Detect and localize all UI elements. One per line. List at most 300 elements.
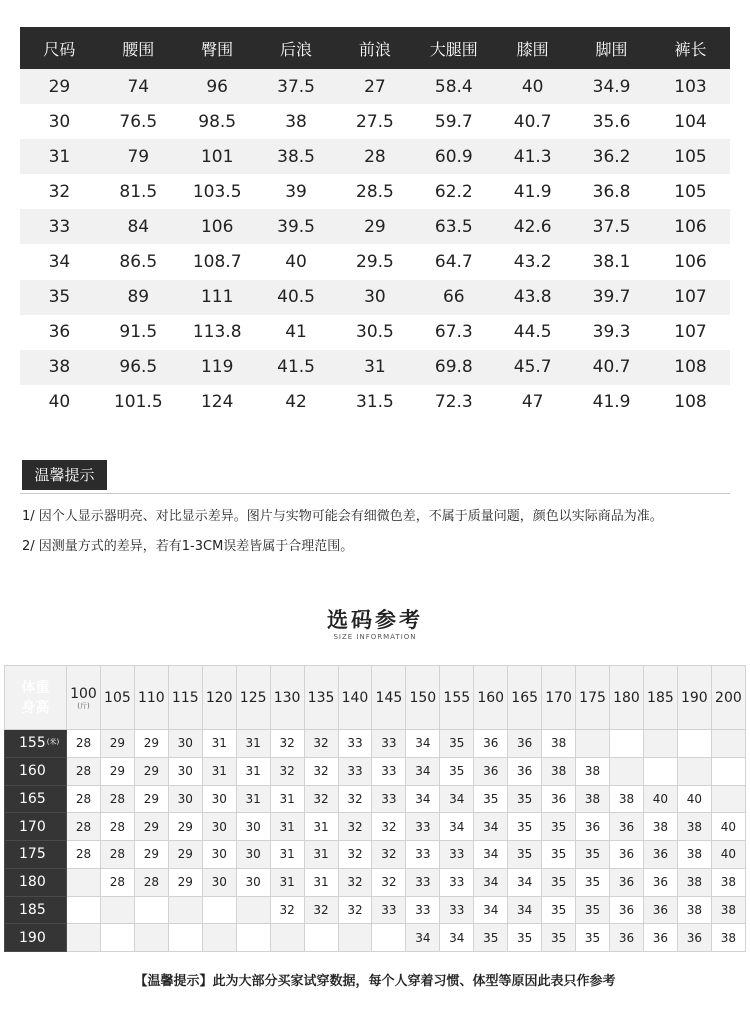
- size-table-cell: 81.5: [99, 174, 178, 209]
- size-table-cell: 66: [414, 280, 493, 315]
- corner-height-label: 身高: [21, 699, 50, 716]
- size-table-cell: 40: [493, 69, 572, 104]
- size-table-cell: 72.3: [414, 385, 493, 420]
- size-table-cell: 35.6: [572, 104, 651, 139]
- size-table: [20, 27, 730, 420]
- reference-size-cell: [236, 896, 270, 924]
- reference-weight-cell: [270, 666, 304, 730]
- reference-size-cell: [202, 896, 236, 924]
- reference-size-cell: [100, 924, 134, 952]
- reference-size-cell: 38: [677, 868, 711, 896]
- reference-weight-cell: [576, 666, 610, 730]
- reference-size-cell: 36: [643, 841, 677, 869]
- size-table-cell: 31: [20, 139, 99, 174]
- size-table-cell: 39.7: [572, 280, 651, 315]
- reference-size-cell: 33: [406, 896, 440, 924]
- reference-size-cell: 28: [134, 868, 168, 896]
- reference-size-cell: 30: [236, 841, 270, 869]
- height-unit: (米): [46, 738, 60, 747]
- size-table-cell: 37.5: [257, 69, 336, 104]
- size-table-cell: 107: [651, 315, 730, 350]
- reference-size-cell: 32: [304, 730, 338, 758]
- reference-height-cell: [5, 785, 67, 813]
- reference-size-cell: 29: [134, 730, 168, 758]
- size-table-cell: 79: [99, 139, 178, 174]
- size-table-header-cell: 尺码: [20, 27, 99, 69]
- reference-size-cell: 31: [202, 730, 236, 758]
- reference-size-cell: 32: [338, 896, 372, 924]
- size-table-cell: 27: [336, 69, 415, 104]
- reference-size-cell: 33: [372, 757, 406, 785]
- size-table-cell: 28: [336, 139, 415, 174]
- reference-size-cell: 38: [643, 813, 677, 841]
- size-table-cell: 35: [20, 280, 99, 315]
- reference-size-cell: 32: [338, 813, 372, 841]
- reference-weight-cell: [508, 666, 542, 730]
- reference-size-cell: 36: [610, 896, 644, 924]
- reference-size-cell: 32: [270, 730, 304, 758]
- size-table-cell: 34.9: [572, 69, 651, 104]
- reference-size-cell: 33: [406, 841, 440, 869]
- size-table-header-cell: 臀围: [178, 27, 257, 69]
- reference-size-cell: 31: [236, 785, 270, 813]
- reference-size-cell: 38: [711, 868, 745, 896]
- reference-size-cell: 35: [576, 924, 610, 952]
- size-table-cell: 43.8: [493, 280, 572, 315]
- reference-weight-cell: [304, 666, 338, 730]
- height-value: 165: [19, 790, 46, 807]
- reference-size-cell: 35: [474, 924, 508, 952]
- reference-size-cell: 32: [338, 841, 372, 869]
- size-table-cell: 29.5: [336, 244, 415, 279]
- weight-value: 180: [613, 689, 640, 706]
- reference-size-cell: 30: [236, 868, 270, 896]
- size-reference-grid-body: [5, 666, 746, 952]
- reference-weight-cell: [134, 666, 168, 730]
- section-subtitle: SIZE INFORMATION: [333, 633, 417, 641]
- size-table-cell: 108.7: [178, 244, 257, 279]
- size-table-cell: 106: [651, 244, 730, 279]
- weight-value: 200: [715, 689, 742, 706]
- weight-value: 190: [680, 689, 708, 706]
- reference-size-cell: 31: [304, 813, 338, 841]
- reference-size-cell: 28: [100, 813, 134, 841]
- reference-size-cell: 33: [338, 730, 372, 758]
- reference-row: [5, 730, 746, 758]
- reference-size-cell: 36: [610, 841, 644, 869]
- reference-size-cell: 30: [202, 813, 236, 841]
- height-value: 185: [19, 901, 46, 918]
- reference-row: [5, 896, 746, 924]
- reference-weight-cell: [236, 666, 270, 730]
- reference-size-cell: [134, 924, 168, 952]
- size-table-cell: 27.5: [336, 104, 415, 139]
- reference-size-cell: 38: [711, 924, 745, 952]
- bottom-note: 【温馨提示】此为大部分买家试穿数据，每个人穿着习惯、体型等原因此表只作参考: [134, 974, 616, 989]
- size-table-row: [20, 69, 730, 104]
- weight-value: 105: [104, 689, 131, 706]
- reference-size-cell: 28: [67, 813, 101, 841]
- reference-weight-cell: [610, 666, 644, 730]
- size-table-cell: 30.5: [336, 315, 415, 350]
- reference-size-cell: 33: [406, 813, 440, 841]
- reference-size-cell: [643, 730, 677, 758]
- reference-size-cell: 33: [440, 868, 474, 896]
- reference-size-cell: 30: [168, 730, 202, 758]
- reference-size-cell: 38: [677, 896, 711, 924]
- size-table-cell: 89: [99, 280, 178, 315]
- reference-size-cell: 32: [304, 896, 338, 924]
- reference-size-cell: 30: [202, 868, 236, 896]
- reference-size-cell: [67, 924, 101, 952]
- tip-line-2: 2/ 因测量方式的差异，若有1-3CM误差皆属于合理范围。: [22, 539, 354, 554]
- reference-height-cell: [5, 813, 67, 841]
- reference-size-cell: 35: [542, 896, 576, 924]
- size-table-cell: 40.7: [493, 104, 572, 139]
- reference-weight-cell: [67, 666, 101, 730]
- reference-size-cell: 35: [576, 896, 610, 924]
- size-table-row: [20, 350, 730, 385]
- reference-size-cell: 36: [542, 785, 576, 813]
- size-table-cell: 119: [178, 350, 257, 385]
- size-table-cell: 36.8: [572, 174, 651, 209]
- reference-weight-cell: [202, 666, 236, 730]
- size-table-cell: 42.6: [493, 209, 572, 244]
- reference-size-cell: 40: [643, 785, 677, 813]
- reference-size-cell: 35: [542, 868, 576, 896]
- weight-value: 170: [545, 689, 572, 706]
- reference-size-cell: 36: [576, 813, 610, 841]
- reference-size-cell: 30: [202, 785, 236, 813]
- size-table-cell: 63.5: [414, 209, 493, 244]
- size-table-cell: 47: [493, 385, 572, 420]
- weight-value: 175: [579, 689, 606, 706]
- reference-size-cell: [67, 868, 101, 896]
- corner-weight-label: 体重: [21, 679, 50, 696]
- reference-row: [5, 757, 746, 785]
- reference-size-cell: 30: [202, 841, 236, 869]
- reference-size-cell: 35: [508, 841, 542, 869]
- reference-size-cell: 32: [372, 813, 406, 841]
- reference-weight-cell: [677, 666, 711, 730]
- size-table-cell: 111: [178, 280, 257, 315]
- reference-size-cell: 35: [508, 924, 542, 952]
- size-table-cell: 69.8: [414, 350, 493, 385]
- weight-value: 185: [647, 689, 674, 706]
- reference-size-cell: 32: [372, 841, 406, 869]
- size-table-row: [20, 244, 730, 279]
- reference-weight-cell: [542, 666, 576, 730]
- reference-size-cell: 36: [610, 813, 644, 841]
- reference-header-row: [5, 666, 746, 730]
- size-table-cell: 101: [178, 139, 257, 174]
- reference-size-cell: 34: [440, 924, 474, 952]
- reference-size-cell: 36: [643, 868, 677, 896]
- reference-size-cell: 36: [508, 757, 542, 785]
- size-table-cell: 96.5: [99, 350, 178, 385]
- reference-size-cell: [372, 924, 406, 952]
- size-table-cell: 31: [336, 350, 415, 385]
- reference-size-cell: 34: [508, 896, 542, 924]
- reference-size-cell: 32: [270, 896, 304, 924]
- reference-size-cell: 35: [576, 868, 610, 896]
- tips-divider: [20, 493, 730, 494]
- size-table-header-cell: 脚围: [572, 27, 651, 69]
- reference-size-cell: 33: [372, 896, 406, 924]
- tips-badge: 温馨提示: [22, 460, 107, 490]
- size-table-cell: 76.5: [99, 104, 178, 139]
- reference-size-cell: 33: [440, 896, 474, 924]
- size-table-header-cell: 后浪: [257, 27, 336, 69]
- size-table-cell: 107: [651, 280, 730, 315]
- reference-size-cell: [134, 896, 168, 924]
- reference-size-cell: [576, 730, 610, 758]
- reference-weight-cell: [406, 666, 440, 730]
- size-table-cell: 45.7: [493, 350, 572, 385]
- size-table-body: [20, 69, 730, 420]
- size-table-cell: 34: [20, 244, 99, 279]
- size-table-cell: 29: [336, 209, 415, 244]
- size-table-cell: 41.3: [493, 139, 572, 174]
- reference-size-cell: 29: [168, 841, 202, 869]
- size-table-row: [20, 139, 730, 174]
- reference-weight-cell: [474, 666, 508, 730]
- reference-height-cell: [5, 896, 67, 924]
- weight-value: 155: [443, 689, 471, 706]
- size-table-cell: 38.5: [257, 139, 336, 174]
- reference-size-cell: 34: [440, 785, 474, 813]
- reference-size-cell: 31: [270, 868, 304, 896]
- size-table-cell: 124: [178, 385, 257, 420]
- reference-size-cell: 35: [508, 813, 542, 841]
- reference-size-cell: 33: [372, 730, 406, 758]
- reference-size-cell: 35: [474, 785, 508, 813]
- reference-size-cell: 38: [677, 813, 711, 841]
- size-table-row: [20, 385, 730, 420]
- size-table-row: [20, 104, 730, 139]
- weight-value: 125: [239, 689, 267, 706]
- reference-size-cell: 34: [474, 813, 508, 841]
- size-table-cell: 60.9: [414, 139, 493, 174]
- size-table-cell: 98.5: [178, 104, 257, 139]
- weight-value: 100: [70, 685, 97, 702]
- reference-size-cell: 34: [406, 730, 440, 758]
- weight-value: 130: [273, 689, 301, 706]
- height-value: 190: [19, 929, 46, 946]
- size-table-row: [20, 315, 730, 350]
- size-table-cell: 30: [20, 104, 99, 139]
- reference-size-cell: 36: [643, 896, 677, 924]
- reference-size-cell: 35: [542, 924, 576, 952]
- size-table-cell: 36: [20, 315, 99, 350]
- height-value: 180: [19, 874, 46, 891]
- reference-weight-cell: [711, 666, 745, 730]
- reference-weight-cell: [643, 666, 677, 730]
- reference-size-cell: [711, 785, 745, 813]
- size-table-cell: 44.5: [493, 315, 572, 350]
- reference-height-cell: [5, 730, 67, 758]
- reference-size-cell: [610, 730, 644, 758]
- height-value: 155: [19, 735, 46, 752]
- size-table-header-cell: 膝围: [493, 27, 572, 69]
- reference-size-cell: 29: [100, 757, 134, 785]
- size-table-cell: 74: [99, 69, 178, 104]
- size-table-cell: 64.7: [414, 244, 493, 279]
- reference-size-cell: 29: [168, 868, 202, 896]
- size-table-cell: 103.5: [178, 174, 257, 209]
- size-table-cell: 40: [257, 244, 336, 279]
- size-table-cell: 108: [651, 350, 730, 385]
- size-table-cell: 62.2: [414, 174, 493, 209]
- reference-size-cell: 31: [304, 868, 338, 896]
- size-table-cell: 38.1: [572, 244, 651, 279]
- size-table-cell: 39: [257, 174, 336, 209]
- reference-size-cell: 31: [270, 785, 304, 813]
- size-table-cell: 41.9: [493, 174, 572, 209]
- size-table-cell: 104: [651, 104, 730, 139]
- reference-size-cell: [677, 730, 711, 758]
- reference-size-cell: 36: [474, 757, 508, 785]
- reference-height-cell: [5, 868, 67, 896]
- reference-size-cell: 28: [100, 785, 134, 813]
- reference-size-cell: 35: [576, 841, 610, 869]
- reference-size-cell: 29: [100, 730, 134, 758]
- size-table-cell: 58.4: [414, 69, 493, 104]
- weight-value: 135: [307, 689, 335, 706]
- size-table-cell: 105: [651, 174, 730, 209]
- size-table-cell: 30: [336, 280, 415, 315]
- weight-value: 140: [341, 689, 369, 706]
- reference-size-cell: 40: [711, 813, 745, 841]
- height-value: 160: [19, 763, 46, 780]
- size-table-cell: 113.8: [178, 315, 257, 350]
- size-table-row: [20, 174, 730, 209]
- reference-size-cell: 36: [677, 924, 711, 952]
- size-table-cell: 101.5: [99, 385, 178, 420]
- size-table-cell: 32: [20, 174, 99, 209]
- reference-size-cell: 36: [643, 924, 677, 952]
- size-table-row: [20, 280, 730, 315]
- reference-size-cell: [236, 924, 270, 952]
- tip-line-1: 1/ 因个人显示器明亮、对比显示差异。图片与实物可能会有细微色差，不属于质量问题，颜色以实际商品为准。: [22, 509, 663, 524]
- reference-size-cell: 35: [508, 785, 542, 813]
- size-table-cell: 40.7: [572, 350, 651, 385]
- reference-size-cell: 28: [100, 868, 134, 896]
- reference-size-cell: 32: [270, 757, 304, 785]
- size-table-cell: 103: [651, 69, 730, 104]
- weight-value: 145: [375, 689, 403, 706]
- size-table-cell: 38: [20, 350, 99, 385]
- reference-size-cell: [338, 924, 372, 952]
- reference-size-cell: 34: [406, 757, 440, 785]
- size-table-cell: 84: [99, 209, 178, 244]
- reference-size-cell: 34: [406, 924, 440, 952]
- reference-size-cell: 34: [440, 813, 474, 841]
- size-table-cell: 36.2: [572, 139, 651, 174]
- reference-size-cell: 31: [304, 841, 338, 869]
- size-table-header-cell: 裤长: [651, 27, 730, 69]
- size-table-cell: 67.3: [414, 315, 493, 350]
- size-table-cell: 40.5: [257, 280, 336, 315]
- reference-size-cell: 33: [440, 841, 474, 869]
- reference-size-cell: 36: [474, 730, 508, 758]
- size-table-cell: 31.5: [336, 385, 415, 420]
- reference-size-cell: 40: [711, 841, 745, 869]
- size-table-cell: 39.5: [257, 209, 336, 244]
- size-table-header-cell: 前浪: [336, 27, 415, 69]
- reference-weight-cell: [372, 666, 406, 730]
- size-table-header: [20, 27, 730, 69]
- reference-row: [5, 841, 746, 869]
- weight-value: 110: [137, 689, 165, 706]
- reference-size-cell: 36: [610, 924, 644, 952]
- reference-size-cell: 30: [168, 785, 202, 813]
- reference-size-cell: [67, 896, 101, 924]
- size-table-header-cell: 大腿围: [414, 27, 493, 69]
- size-table-cell: 105: [651, 139, 730, 174]
- reference-size-cell: 28: [67, 757, 101, 785]
- reference-size-cell: 28: [100, 841, 134, 869]
- weight-unit: (斤): [77, 701, 90, 710]
- reference-size-cell: [610, 757, 644, 785]
- weight-value: 165: [511, 689, 539, 706]
- size-table-cell: 29: [20, 69, 99, 104]
- reference-row: [5, 924, 746, 952]
- reference-size-cell: 34: [474, 841, 508, 869]
- reference-weight-cell: [100, 666, 134, 730]
- reference-size-cell: 38: [576, 757, 610, 785]
- size-table-cell: 39.3: [572, 315, 651, 350]
- reference-row: [5, 813, 746, 841]
- reference-size-cell: 29: [134, 785, 168, 813]
- weight-value: 150: [409, 689, 437, 706]
- reference-size-cell: 38: [610, 785, 644, 813]
- reference-size-cell: 31: [202, 757, 236, 785]
- reference-size-cell: 34: [508, 868, 542, 896]
- reference-size-cell: 38: [542, 730, 576, 758]
- weight-value: 115: [171, 689, 199, 706]
- reference-size-cell: 36: [610, 868, 644, 896]
- size-table-cell: 41: [257, 315, 336, 350]
- size-table-cell: 41.5: [257, 350, 336, 385]
- size-table-cell: 42: [257, 385, 336, 420]
- height-value: 175: [19, 846, 46, 863]
- reference-size-cell: [677, 757, 711, 785]
- size-table-header-row: [20, 27, 730, 69]
- reference-size-cell: 30: [236, 813, 270, 841]
- size-table-cell: 106: [178, 209, 257, 244]
- reference-height-cell: [5, 757, 67, 785]
- reference-size-cell: 32: [372, 868, 406, 896]
- reference-size-cell: 34: [474, 868, 508, 896]
- reference-size-cell: 28: [67, 841, 101, 869]
- reference-size-cell: 32: [304, 757, 338, 785]
- reference-size-cell: 40: [677, 785, 711, 813]
- reference-size-cell: 29: [168, 813, 202, 841]
- reference-size-cell: 31: [270, 841, 304, 869]
- size-table-cell: 38: [257, 104, 336, 139]
- weight-value: 120: [205, 689, 233, 706]
- reference-weight-cell: [338, 666, 372, 730]
- reference-size-cell: [304, 924, 338, 952]
- reference-size-cell: 29: [134, 813, 168, 841]
- reference-size-cell: 38: [542, 757, 576, 785]
- reference-size-cell: [643, 757, 677, 785]
- reference-size-cell: [202, 924, 236, 952]
- reference-size-cell: 38: [576, 785, 610, 813]
- reference-size-cell: [168, 896, 202, 924]
- size-table-cell: 37.5: [572, 209, 651, 244]
